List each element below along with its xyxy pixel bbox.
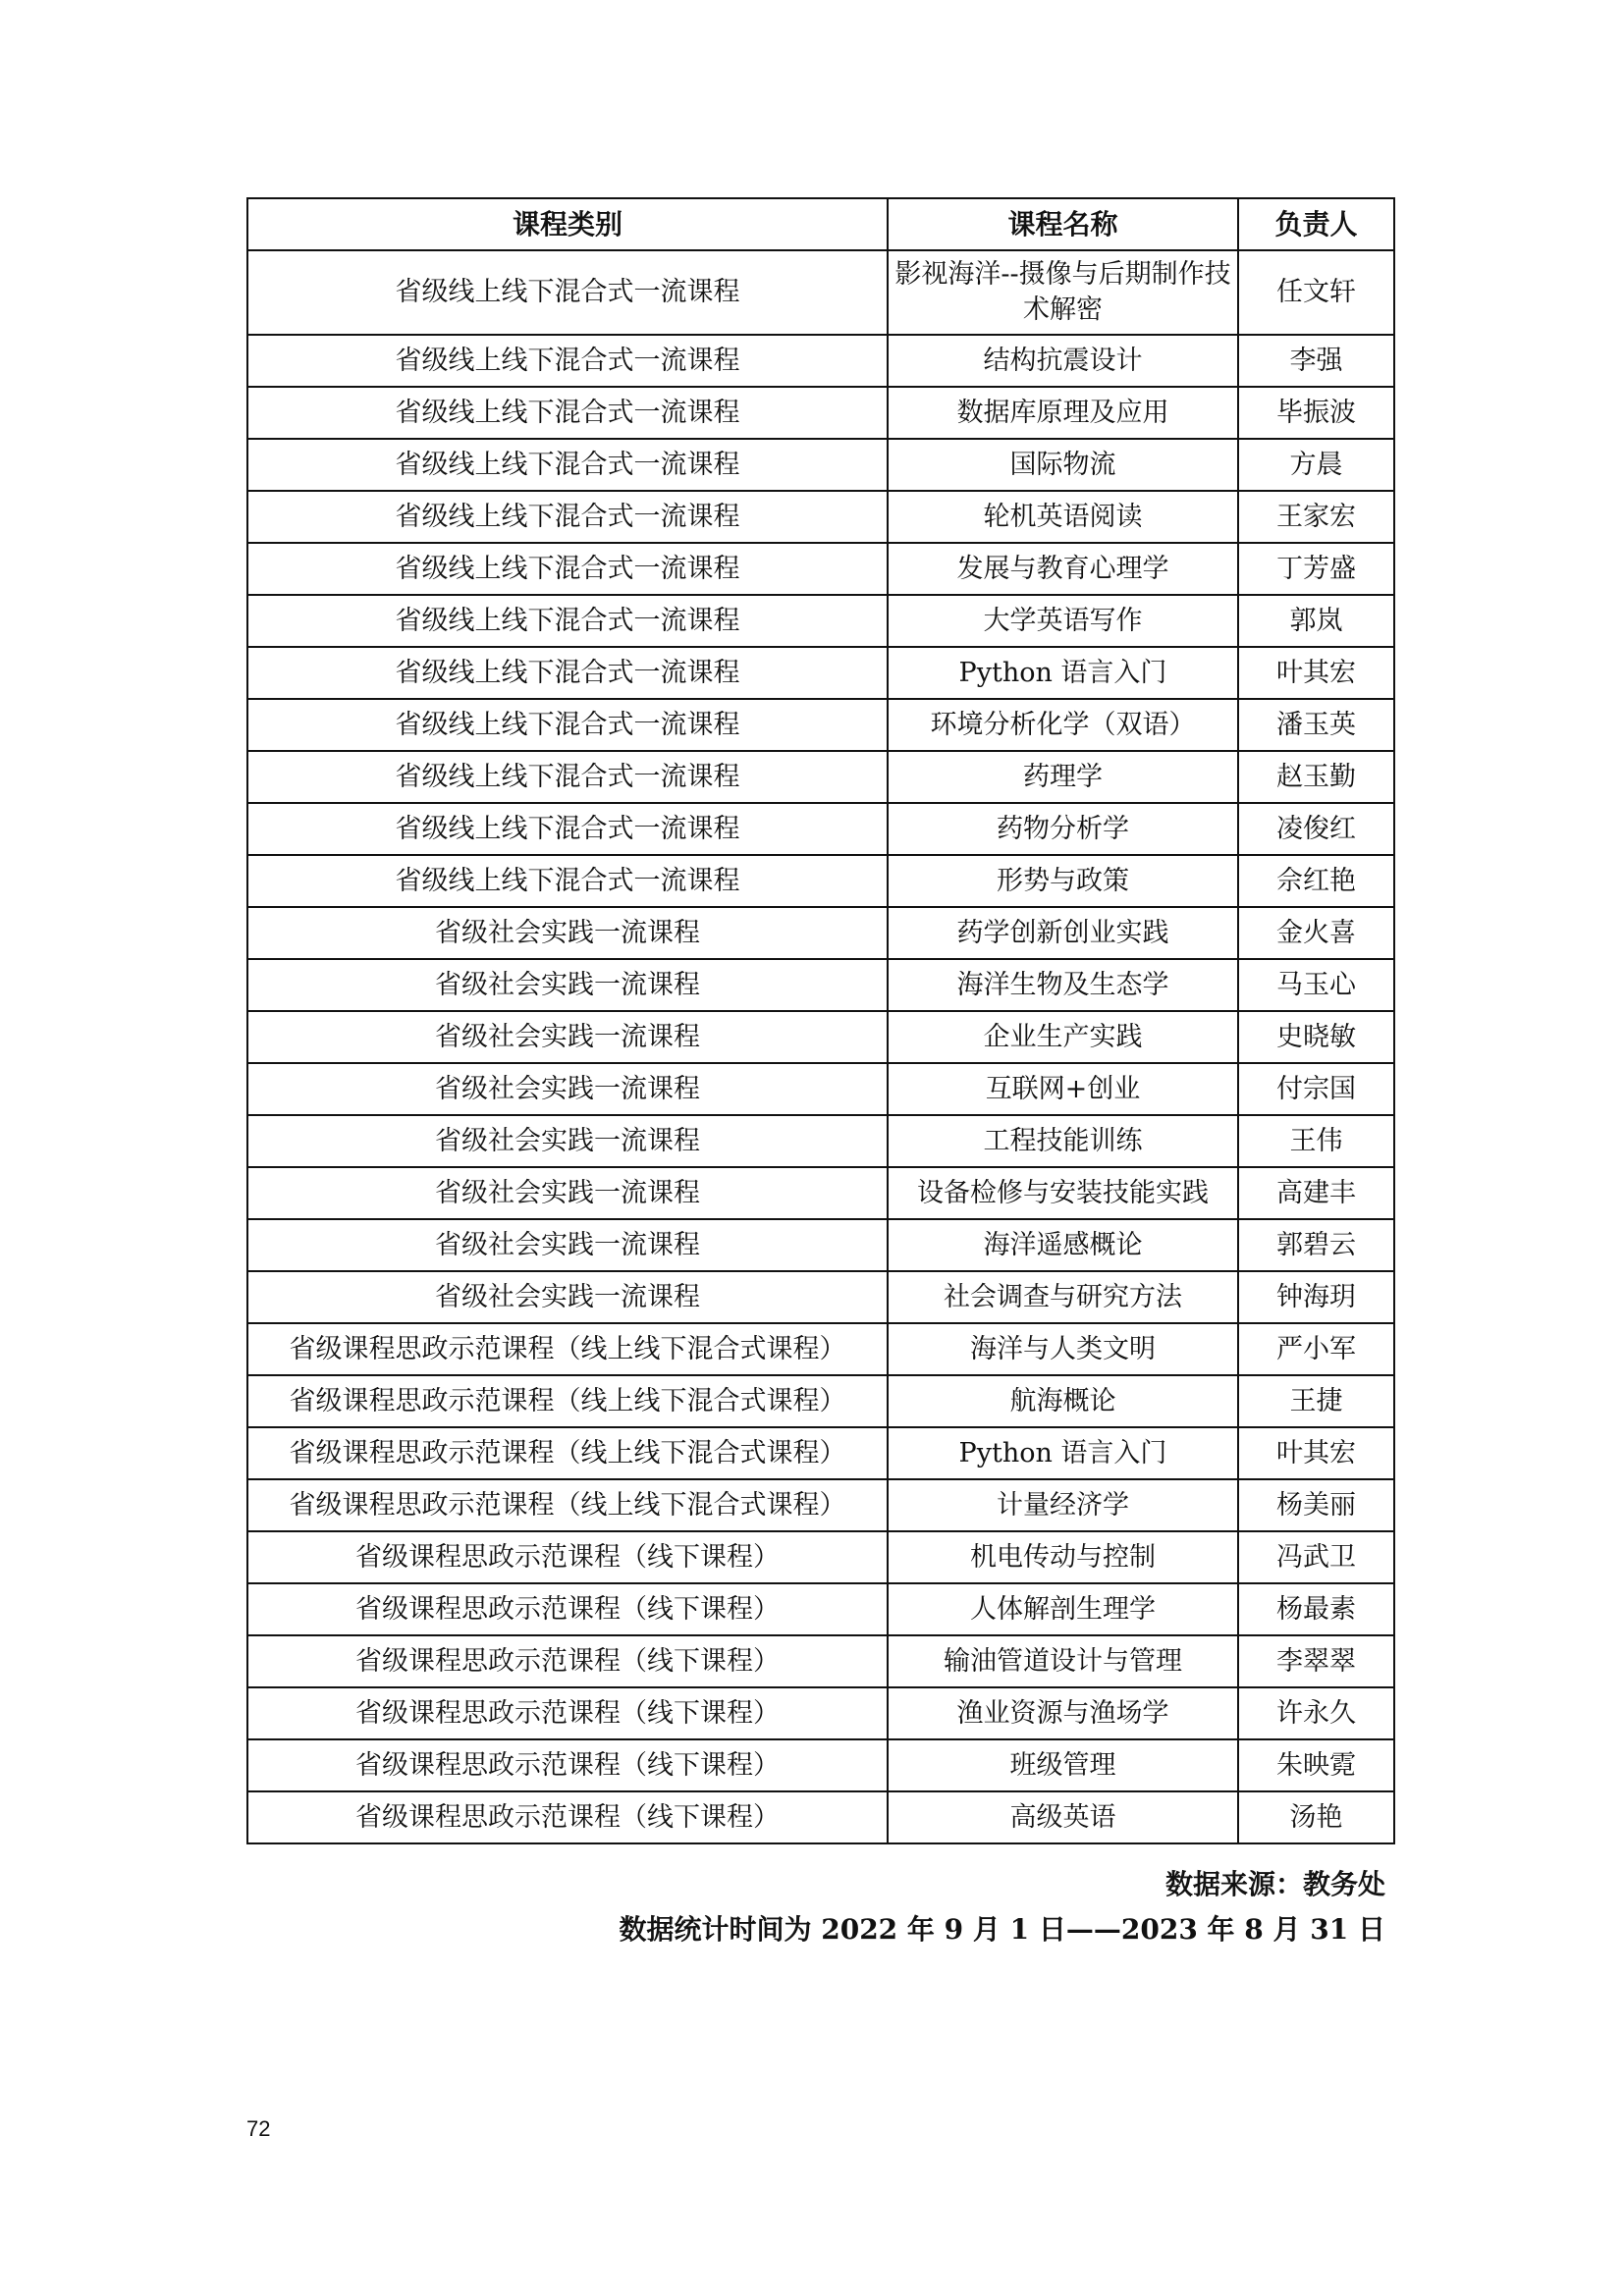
table-row (247, 855, 1394, 907)
cell-course-category: 省级社会实践一流课程 (247, 1271, 888, 1323)
cell-course-category: 省级线上线下混合式一流课程 (247, 439, 888, 491)
cell-instructor: 方晨 (1238, 439, 1394, 491)
cell-course-category: 省级课程思政示范课程（线下课程） (247, 1739, 888, 1791)
cell-course-category: 省级线上线下混合式一流课程 (247, 250, 888, 335)
cell-instructor: 凌俊红 (1238, 803, 1394, 855)
cell-instructor: 叶其宏 (1238, 647, 1394, 699)
cell-course-category: 省级线上线下混合式一流课程 (247, 699, 888, 751)
table-row (247, 699, 1394, 751)
page-number: 72 (246, 2116, 271, 2141)
cell-course-name: 数据库原理及应用 (888, 387, 1238, 439)
cell-course-category: 省级线上线下混合式一流课程 (247, 491, 888, 543)
cell-course-name: 海洋遥感概论 (888, 1219, 1238, 1271)
cell-course-category: 省级课程思政示范课程（线上线下混合式课程） (247, 1427, 888, 1479)
cell-course-category: 省级课程思政示范课程（线上线下混合式课程） (247, 1323, 888, 1375)
table-row (247, 1583, 1394, 1635)
table-row (247, 1791, 1394, 1843)
table-row (247, 1427, 1394, 1479)
cell-course-category: 省级课程思政示范课程（线上线下混合式课程） (247, 1375, 888, 1427)
cell-course-category: 省级线上线下混合式一流课程 (247, 543, 888, 595)
cell-course-category: 省级社会实践一流课程 (247, 1167, 888, 1219)
table-row (247, 959, 1394, 1011)
cell-instructor: 史晓敏 (1238, 1011, 1394, 1063)
header-course-category: 课程类别 (247, 198, 888, 250)
table-row (247, 439, 1394, 491)
cell-instructor: 冯武卫 (1238, 1531, 1394, 1583)
cell-instructor: 郭岚 (1238, 595, 1394, 647)
cell-instructor: 钟海玥 (1238, 1271, 1394, 1323)
cell-course-name: 设备检修与安装技能实践 (888, 1167, 1238, 1219)
cell-instructor: 叶其宏 (1238, 1427, 1394, 1479)
cell-course-name: 计量经济学 (888, 1479, 1238, 1531)
cell-course-name: 形势与政策 (888, 855, 1238, 907)
table-row (247, 1115, 1394, 1167)
cell-course-category: 省级线上线下混合式一流课程 (247, 803, 888, 855)
cell-course-category: 省级社会实践一流课程 (247, 1063, 888, 1115)
table-row (247, 1167, 1394, 1219)
cell-course-category: 省级线上线下混合式一流课程 (247, 647, 888, 699)
cell-course-name: 企业生产实践 (888, 1011, 1238, 1063)
table-row (247, 1375, 1394, 1427)
table-row (247, 1011, 1394, 1063)
table-row (247, 543, 1394, 595)
cell-course-name: Python 语言入门 (888, 1427, 1238, 1479)
cell-course-name: 人体解剖生理学 (888, 1583, 1238, 1635)
cell-course-name: 机电传动与控制 (888, 1531, 1238, 1583)
cell-course-category: 省级社会实践一流课程 (247, 1011, 888, 1063)
table-row (247, 595, 1394, 647)
cell-instructor: 潘玉英 (1238, 699, 1394, 751)
cell-course-category: 省级线上线下混合式一流课程 (247, 335, 888, 387)
table-row (247, 1635, 1394, 1687)
cell-course-category: 省级课程思政示范课程（线下课程） (247, 1635, 888, 1687)
cell-instructor: 高建丰 (1238, 1167, 1394, 1219)
statistics-period-note: 数据统计时间为 2022 年 9 月 1 日——2023 年 8 月 31 日 (619, 1913, 1385, 1946)
cell-instructor: 佘红艳 (1238, 855, 1394, 907)
cell-instructor: 付宗国 (1238, 1063, 1394, 1115)
cell-course-category: 省级线上线下混合式一流课程 (247, 387, 888, 439)
cell-instructor: 丁芳盛 (1238, 543, 1394, 595)
table-row (247, 907, 1394, 959)
cell-course-name: 工程技能训练 (888, 1115, 1238, 1167)
table-row (247, 803, 1394, 855)
table-row (247, 647, 1394, 699)
cell-course-name: 海洋与人类文明 (888, 1323, 1238, 1375)
table-header (247, 198, 1394, 250)
cell-course-name: 影视海洋--摄像与后期制作技术解密 (888, 250, 1238, 335)
cell-instructor: 李翠翠 (1238, 1635, 1394, 1687)
cell-course-name: 海洋生物及生态学 (888, 959, 1238, 1011)
cell-course-name: 药物分析学 (888, 803, 1238, 855)
cell-course-name: 结构抗震设计 (888, 335, 1238, 387)
cell-course-category: 省级社会实践一流课程 (247, 1115, 888, 1167)
cell-instructor: 汤艳 (1238, 1791, 1394, 1843)
cell-course-category: 省级线上线下混合式一流课程 (247, 595, 888, 647)
cell-instructor: 李强 (1238, 335, 1394, 387)
table-row (247, 250, 1394, 335)
cell-course-name: 输油管道设计与管理 (888, 1635, 1238, 1687)
cell-course-name: 大学英语写作 (888, 595, 1238, 647)
cell-instructor: 王伟 (1238, 1115, 1394, 1167)
cell-instructor: 赵玉勤 (1238, 751, 1394, 803)
cell-course-name: 药理学 (888, 751, 1238, 803)
cell-course-name: 互联网+创业 (888, 1063, 1238, 1115)
cell-instructor: 朱映霓 (1238, 1739, 1394, 1791)
table-row (247, 1063, 1394, 1115)
cell-course-name: 环境分析化学（双语） (888, 699, 1238, 751)
cell-course-category: 省级课程思政示范课程（线下课程） (247, 1791, 888, 1843)
cell-course-name: 高级英语 (888, 1791, 1238, 1843)
header-row (247, 198, 1394, 250)
cell-course-name: 药学创新创业实践 (888, 907, 1238, 959)
course-table (246, 197, 1395, 1844)
cell-instructor: 王捷 (1238, 1375, 1394, 1427)
cell-instructor: 许永久 (1238, 1687, 1394, 1739)
table-row (247, 387, 1394, 439)
cell-course-category: 省级线上线下混合式一流课程 (247, 855, 888, 907)
cell-course-category: 省级课程思政示范课程（线下课程） (247, 1687, 888, 1739)
cell-instructor: 王家宏 (1238, 491, 1394, 543)
table-row (247, 1219, 1394, 1271)
table-row (247, 751, 1394, 803)
table-row (247, 1531, 1394, 1583)
cell-course-category: 省级社会实践一流课程 (247, 959, 888, 1011)
cell-instructor: 金火喜 (1238, 907, 1394, 959)
table-row (247, 1479, 1394, 1531)
table-row (247, 335, 1394, 387)
cell-instructor: 郭碧云 (1238, 1219, 1394, 1271)
cell-course-category: 省级社会实践一流课程 (247, 1219, 888, 1271)
cell-instructor: 严小军 (1238, 1323, 1394, 1375)
cell-course-name: 社会调查与研究方法 (888, 1271, 1238, 1323)
table-row (247, 1739, 1394, 1791)
cell-course-name: 轮机英语阅读 (888, 491, 1238, 543)
cell-course-name: 航海概论 (888, 1375, 1238, 1427)
cell-instructor: 毕振波 (1238, 387, 1394, 439)
cell-course-name: Python 语言入门 (888, 647, 1238, 699)
cell-instructor: 马玉心 (1238, 959, 1394, 1011)
data-source-note: 数据来源：教务处 (1164, 1868, 1385, 1900)
header-course-name: 课程名称 (888, 198, 1238, 250)
cell-course-category: 省级线上线下混合式一流课程 (247, 751, 888, 803)
cell-course-name: 国际物流 (888, 439, 1238, 491)
cell-course-name: 班级管理 (888, 1739, 1238, 1791)
header-instructor: 负责人 (1238, 198, 1394, 250)
table-body (247, 250, 1394, 1843)
cell-course-name: 发展与教育心理学 (888, 543, 1238, 595)
table-row (247, 1687, 1394, 1739)
table-row (247, 491, 1394, 543)
table-row (247, 1323, 1394, 1375)
cell-course-category: 省级社会实践一流课程 (247, 907, 888, 959)
cell-instructor: 杨美丽 (1238, 1479, 1394, 1531)
table-row (247, 1271, 1394, 1323)
cell-instructor: 杨最素 (1238, 1583, 1394, 1635)
cell-instructor: 任文轩 (1238, 250, 1394, 335)
cell-course-name: 渔业资源与渔场学 (888, 1687, 1238, 1739)
cell-course-category: 省级课程思政示范课程（线下课程） (247, 1583, 888, 1635)
cell-course-category: 省级课程思政示范课程（线下课程） (247, 1531, 888, 1583)
cell-course-category: 省级课程思政示范课程（线上线下混合式课程） (247, 1479, 888, 1531)
